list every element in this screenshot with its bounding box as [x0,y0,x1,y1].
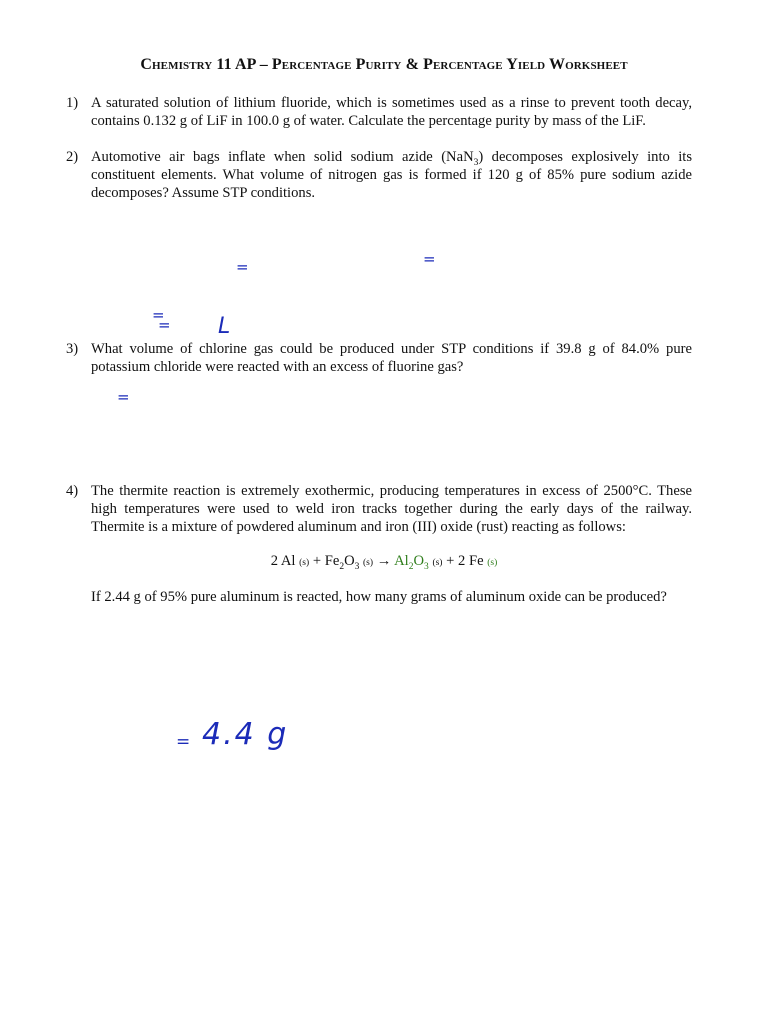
subscript: 2 [339,561,345,572]
question-3 [66,340,692,376]
question-number: 4) [66,483,79,499]
subscript: 3 [424,561,429,572]
question-1 [66,94,692,130]
question-text [91,148,692,202]
equation-term: O [413,553,425,569]
handwritten-equals: = [176,732,191,752]
handwritten-equals: = [152,306,165,324]
state-label: (s) [299,558,310,568]
question-text-part: ) decomposes explosively into its constituent elements. What volume of nitrogen gas is formed if 120 g of 85% pure sodium azide decomposes? Assume STP conditions. [91,149,692,201]
state-label: (s) [487,558,498,568]
equation-term: 2 Al [270,553,296,569]
handwritten-equals: = [158,316,171,334]
question-number: 3) [66,341,79,357]
question-text: The thermite reaction is extremely exothermic, producing temperatures in excess of 2500°C. These high temperatures were used to weld iron tracks together during the early days of the railway. Thermite is a mixture of powdered aluminum and iron (III) oxide (rust) reacting as follows: [91,483,692,535]
handwritten-equals: = [117,388,130,406]
question-4 [66,482,692,536]
equation-term: + Fe [312,553,340,569]
question-text-part: Automotive air bags inflate when solid sodium azide (NaN [91,149,474,165]
equation-term: O [344,553,355,569]
product-aluminum-oxide [394,553,429,572]
equation-term: + 2 Fe [446,553,484,569]
state-label: (s) [432,558,443,568]
handwritten-equals: = [423,250,436,268]
question-number: 2) [66,149,79,165]
handwritten-unit: L [218,314,231,339]
equation-term: Al [394,553,409,569]
subscript: 3 [473,157,479,168]
page-title: Chemistry 11 AP – Percentage Purity & Percentage Yield Worksheet [140,56,628,73]
reaction-arrow: → [376,553,392,569]
question-number: 1) [66,95,79,111]
handwritten-equals: = [236,258,249,276]
question-4-followup: If 2.44 g of 95% pure aluminum is reacted, how many grams of aluminum oxide can be produced? [91,589,667,605]
question-text: What volume of chlorine gas could be produced under STP conditions if 39.8 g of 84.0% pure potassium chloride were reacted with an excess of fluorine gas? [91,341,692,375]
question-text: A saturated solution of lithium fluoride, which is sometimes used as a rinse to prevent tooth decay, contains 0.132 g of LiF in 100.0 g of water. Calculate the percentage purity by mass of the LiF. [91,95,692,129]
subscript: 2 [408,561,414,572]
question-2 [66,148,692,202]
chemical-equation [0,552,768,572]
subscript: 3 [354,561,360,572]
handwritten-answer: 4.4 g [202,717,289,752]
state-label: (s) [363,558,374,568]
